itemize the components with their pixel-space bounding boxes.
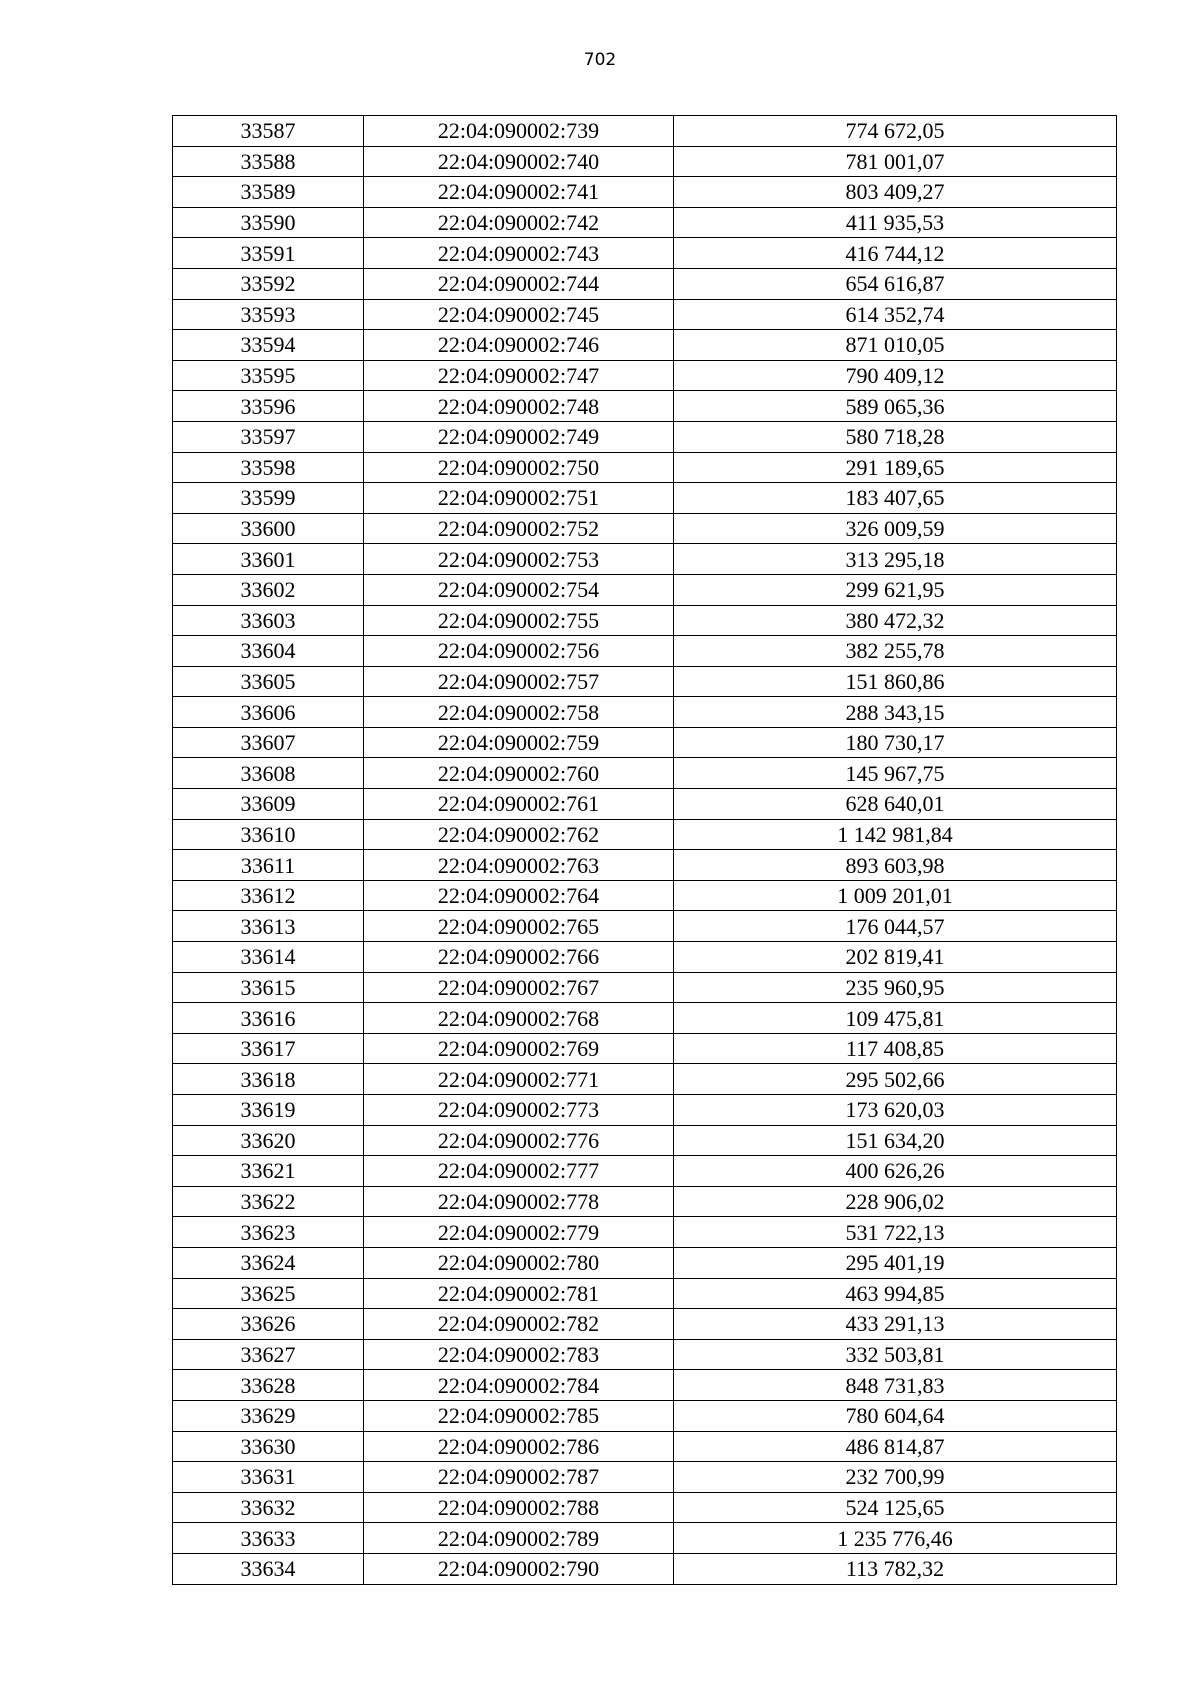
row-number-cell: 33629 [173, 1400, 364, 1431]
row-number-cell: 33594 [173, 330, 364, 361]
table-row [173, 207, 1117, 238]
table-row [173, 880, 1117, 911]
row-number-cell: 33621 [173, 1156, 364, 1187]
table-row [173, 789, 1117, 820]
table-row [173, 605, 1117, 636]
table-row [173, 268, 1117, 299]
cadastral-number-cell: 22:04:090002:757 [364, 666, 674, 697]
row-number-cell: 33587 [173, 116, 364, 147]
cadastral-value-cell: 176 044,57 [674, 911, 1117, 942]
cadastral-value-cell: 332 503,81 [674, 1339, 1117, 1370]
cadastral-value-cell: 580 718,28 [674, 421, 1117, 452]
cadastral-number-cell: 22:04:090002:739 [364, 116, 674, 147]
table-row [173, 727, 1117, 758]
cadastral-value-cell: 416 744,12 [674, 238, 1117, 269]
cadastral-value-cell: 232 700,99 [674, 1462, 1117, 1493]
row-number-cell: 33633 [173, 1523, 364, 1554]
cadastral-value-cell: 295 502,66 [674, 1064, 1117, 1095]
cadastral-number-cell: 22:04:090002:743 [364, 238, 674, 269]
table-row [173, 1064, 1117, 1095]
cadastral-value-cell: 524 125,65 [674, 1492, 1117, 1523]
row-number-cell: 33589 [173, 177, 364, 208]
row-number-cell: 33600 [173, 513, 364, 544]
cadastral-value-cell: 291 189,65 [674, 452, 1117, 483]
table-row [173, 1523, 1117, 1554]
table-row [173, 1186, 1117, 1217]
cadastral-value-cell: 400 626,26 [674, 1156, 1117, 1187]
table-body [173, 116, 1117, 1585]
row-number-cell: 33598 [173, 452, 364, 483]
cadastral-number-cell: 22:04:090002:748 [364, 391, 674, 422]
cadastral-number-cell: 22:04:090002:753 [364, 544, 674, 575]
table-row [173, 911, 1117, 942]
row-number-cell: 33607 [173, 727, 364, 758]
cadastral-value-cell: 774 672,05 [674, 116, 1117, 147]
cadastral-value-cell: 1 009 201,01 [674, 880, 1117, 911]
cadastral-value-cell: 433 291,13 [674, 1309, 1117, 1340]
table-row [173, 177, 1117, 208]
cadastral-value-cell: 380 472,32 [674, 605, 1117, 636]
cadastral-number-cell: 22:04:090002:771 [364, 1064, 674, 1095]
cadastral-value-cell: 780 604,64 [674, 1400, 1117, 1431]
table-row [173, 972, 1117, 1003]
cadastral-value-cell: 1 142 981,84 [674, 819, 1117, 850]
table-row [173, 391, 1117, 422]
cadastral-value-cell: 228 906,02 [674, 1186, 1117, 1217]
row-number-cell: 33608 [173, 758, 364, 789]
table-row [173, 1431, 1117, 1462]
cadastral-number-cell: 22:04:090002:783 [364, 1339, 674, 1370]
cadastral-number-cell: 22:04:090002:781 [364, 1278, 674, 1309]
cadastral-value-cell: 790 409,12 [674, 360, 1117, 391]
row-number-cell: 33632 [173, 1492, 364, 1523]
cadastral-number-cell: 22:04:090002:762 [364, 819, 674, 850]
table-row [173, 666, 1117, 697]
cadastral-value-cell: 848 731,83 [674, 1370, 1117, 1401]
cadastral-value-cell: 295 401,19 [674, 1247, 1117, 1278]
cadastral-number-cell: 22:04:090002:740 [364, 146, 674, 177]
cadastral-number-cell: 22:04:090002:776 [364, 1125, 674, 1156]
table-row [173, 1033, 1117, 1064]
cadastral-number-cell: 22:04:090002:785 [364, 1400, 674, 1431]
table-row [173, 1125, 1117, 1156]
row-number-cell: 33596 [173, 391, 364, 422]
cadastral-value-cell: 151 860,86 [674, 666, 1117, 697]
table-row [173, 1003, 1117, 1034]
row-number-cell: 33613 [173, 911, 364, 942]
table-row [173, 483, 1117, 514]
cadastral-value-cell: 183 407,65 [674, 483, 1117, 514]
row-number-cell: 33588 [173, 146, 364, 177]
table-row [173, 1156, 1117, 1187]
table-row [173, 1217, 1117, 1248]
table-row [173, 421, 1117, 452]
cadastral-value-cell: 382 255,78 [674, 636, 1117, 667]
table-row [173, 1095, 1117, 1126]
cadastral-number-cell: 22:04:090002:763 [364, 850, 674, 881]
cadastral-value-cell: 109 475,81 [674, 1003, 1117, 1034]
table-row [173, 544, 1117, 575]
table-row [173, 942, 1117, 973]
row-number-cell: 33634 [173, 1553, 364, 1584]
cadastral-number-cell: 22:04:090002:778 [364, 1186, 674, 1217]
cadastral-number-cell: 22:04:090002:790 [364, 1553, 674, 1584]
cadastral-value-cell: 288 343,15 [674, 697, 1117, 728]
cadastral-number-cell: 22:04:090002:780 [364, 1247, 674, 1278]
cadastral-number-cell: 22:04:090002:749 [364, 421, 674, 452]
cadastral-number-cell: 22:04:090002:754 [364, 574, 674, 605]
table-row [173, 513, 1117, 544]
cadastral-value-cell: 463 994,85 [674, 1278, 1117, 1309]
table-row [173, 850, 1117, 881]
cadastral-number-cell: 22:04:090002:741 [364, 177, 674, 208]
table-row [173, 1400, 1117, 1431]
row-number-cell: 33614 [173, 942, 364, 973]
cadastral-number-cell: 22:04:090002:755 [364, 605, 674, 636]
cadastral-number-cell: 22:04:090002:784 [364, 1370, 674, 1401]
cadastral-number-cell: 22:04:090002:759 [364, 727, 674, 758]
cadastral-number-cell: 22:04:090002:742 [364, 207, 674, 238]
cadastral-number-cell: 22:04:090002:766 [364, 942, 674, 973]
cadastral-value-cell: 871 010,05 [674, 330, 1117, 361]
row-number-cell: 33595 [173, 360, 364, 391]
cadastral-number-cell: 22:04:090002:765 [364, 911, 674, 942]
row-number-cell: 33624 [173, 1247, 364, 1278]
table-row [173, 146, 1117, 177]
row-number-cell: 33619 [173, 1095, 364, 1126]
cadastral-value-cell: 893 603,98 [674, 850, 1117, 881]
cadastral-number-cell: 22:04:090002:768 [364, 1003, 674, 1034]
table-row [173, 1309, 1117, 1340]
row-number-cell: 33612 [173, 880, 364, 911]
cadastral-number-cell: 22:04:090002:751 [364, 483, 674, 514]
cadastral-number-cell: 22:04:090002:752 [364, 513, 674, 544]
row-number-cell: 33602 [173, 574, 364, 605]
cadastral-value-table [172, 115, 1117, 1585]
row-number-cell: 33590 [173, 207, 364, 238]
cadastral-number-cell: 22:04:090002:744 [364, 268, 674, 299]
cadastral-number-cell: 22:04:090002:773 [364, 1095, 674, 1126]
cadastral-number-cell: 22:04:090002:745 [364, 299, 674, 330]
cadastral-value-cell: 313 295,18 [674, 544, 1117, 575]
row-number-cell: 33599 [173, 483, 364, 514]
table-row [173, 574, 1117, 605]
cadastral-number-cell: 22:04:090002:760 [364, 758, 674, 789]
table-row [173, 238, 1117, 269]
table-row [173, 697, 1117, 728]
cadastral-value-cell: 628 640,01 [674, 789, 1117, 820]
cadastral-value-cell: 781 001,07 [674, 146, 1117, 177]
cadastral-number-cell: 22:04:090002:767 [364, 972, 674, 1003]
row-number-cell: 33631 [173, 1462, 364, 1493]
cadastral-number-cell: 22:04:090002:750 [364, 452, 674, 483]
cadastral-value-cell: 117 408,85 [674, 1033, 1117, 1064]
row-number-cell: 33622 [173, 1186, 364, 1217]
row-number-cell: 33616 [173, 1003, 364, 1034]
row-number-cell: 33603 [173, 605, 364, 636]
table-row [173, 452, 1117, 483]
cadastral-number-cell: 22:04:090002:764 [364, 880, 674, 911]
row-number-cell: 33610 [173, 819, 364, 850]
row-number-cell: 33593 [173, 299, 364, 330]
cadastral-value-cell: 1 235 776,46 [674, 1523, 1117, 1554]
cadastral-number-cell: 22:04:090002:779 [364, 1217, 674, 1248]
cadastral-value-cell: 803 409,27 [674, 177, 1117, 208]
cadastral-value-cell: 654 616,87 [674, 268, 1117, 299]
row-number-cell: 33609 [173, 789, 364, 820]
cadastral-value-cell: 113 782,32 [674, 1553, 1117, 1584]
cadastral-value-cell: 411 935,53 [674, 207, 1117, 238]
table-row [173, 1370, 1117, 1401]
cadastral-value-cell: 299 621,95 [674, 574, 1117, 605]
cadastral-number-cell: 22:04:090002:761 [364, 789, 674, 820]
cadastral-number-cell: 22:04:090002:756 [364, 636, 674, 667]
cadastral-number-cell: 22:04:090002:758 [364, 697, 674, 728]
row-number-cell: 33615 [173, 972, 364, 1003]
table-row [173, 758, 1117, 789]
cadastral-value-cell: 145 967,75 [674, 758, 1117, 789]
row-number-cell: 33606 [173, 697, 364, 728]
cadastral-number-cell: 22:04:090002:787 [364, 1462, 674, 1493]
cadastral-value-cell: 589 065,36 [674, 391, 1117, 422]
cadastral-number-cell: 22:04:090002:777 [364, 1156, 674, 1187]
row-number-cell: 33618 [173, 1064, 364, 1095]
cadastral-number-cell: 22:04:090002:788 [364, 1492, 674, 1523]
row-number-cell: 33617 [173, 1033, 364, 1064]
table-row [173, 360, 1117, 391]
table-row [173, 116, 1117, 147]
page-number: 702 [583, 50, 617, 70]
cadastral-value-cell: 614 352,74 [674, 299, 1117, 330]
table-row [173, 1247, 1117, 1278]
cadastral-value-cell: 326 009,59 [674, 513, 1117, 544]
table-row [173, 636, 1117, 667]
row-number-cell: 33630 [173, 1431, 364, 1462]
cadastral-value-cell: 202 819,41 [674, 942, 1117, 973]
table-row [173, 1492, 1117, 1523]
row-number-cell: 33601 [173, 544, 364, 575]
row-number-cell: 33626 [173, 1309, 364, 1340]
table-row [173, 330, 1117, 361]
table-row [173, 819, 1117, 850]
cadastral-value-cell: 151 634,20 [674, 1125, 1117, 1156]
table-row [173, 1553, 1117, 1584]
row-number-cell: 33604 [173, 636, 364, 667]
cadastral-number-cell: 22:04:090002:746 [364, 330, 674, 361]
cadastral-value-cell: 173 620,03 [674, 1095, 1117, 1126]
table-row [173, 1278, 1117, 1309]
cadastral-number-cell: 22:04:090002:789 [364, 1523, 674, 1554]
cadastral-number-cell: 22:04:090002:782 [364, 1309, 674, 1340]
row-number-cell: 33592 [173, 268, 364, 299]
cadastral-number-cell: 22:04:090002:747 [364, 360, 674, 391]
table-row [173, 299, 1117, 330]
table-row [173, 1339, 1117, 1370]
row-number-cell: 33620 [173, 1125, 364, 1156]
cadastral-value-cell: 531 722,13 [674, 1217, 1117, 1248]
cadastral-number-cell: 22:04:090002:786 [364, 1431, 674, 1462]
row-number-cell: 33625 [173, 1278, 364, 1309]
cadastral-number-cell: 22:04:090002:769 [364, 1033, 674, 1064]
row-number-cell: 33597 [173, 421, 364, 452]
cadastral-value-cell: 180 730,17 [674, 727, 1117, 758]
row-number-cell: 33605 [173, 666, 364, 697]
row-number-cell: 33591 [173, 238, 364, 269]
row-number-cell: 33623 [173, 1217, 364, 1248]
cadastral-value-cell: 486 814,87 [674, 1431, 1117, 1462]
row-number-cell: 33611 [173, 850, 364, 881]
cadastral-value-cell: 235 960,95 [674, 972, 1117, 1003]
row-number-cell: 33628 [173, 1370, 364, 1401]
table-row [173, 1462, 1117, 1493]
row-number-cell: 33627 [173, 1339, 364, 1370]
